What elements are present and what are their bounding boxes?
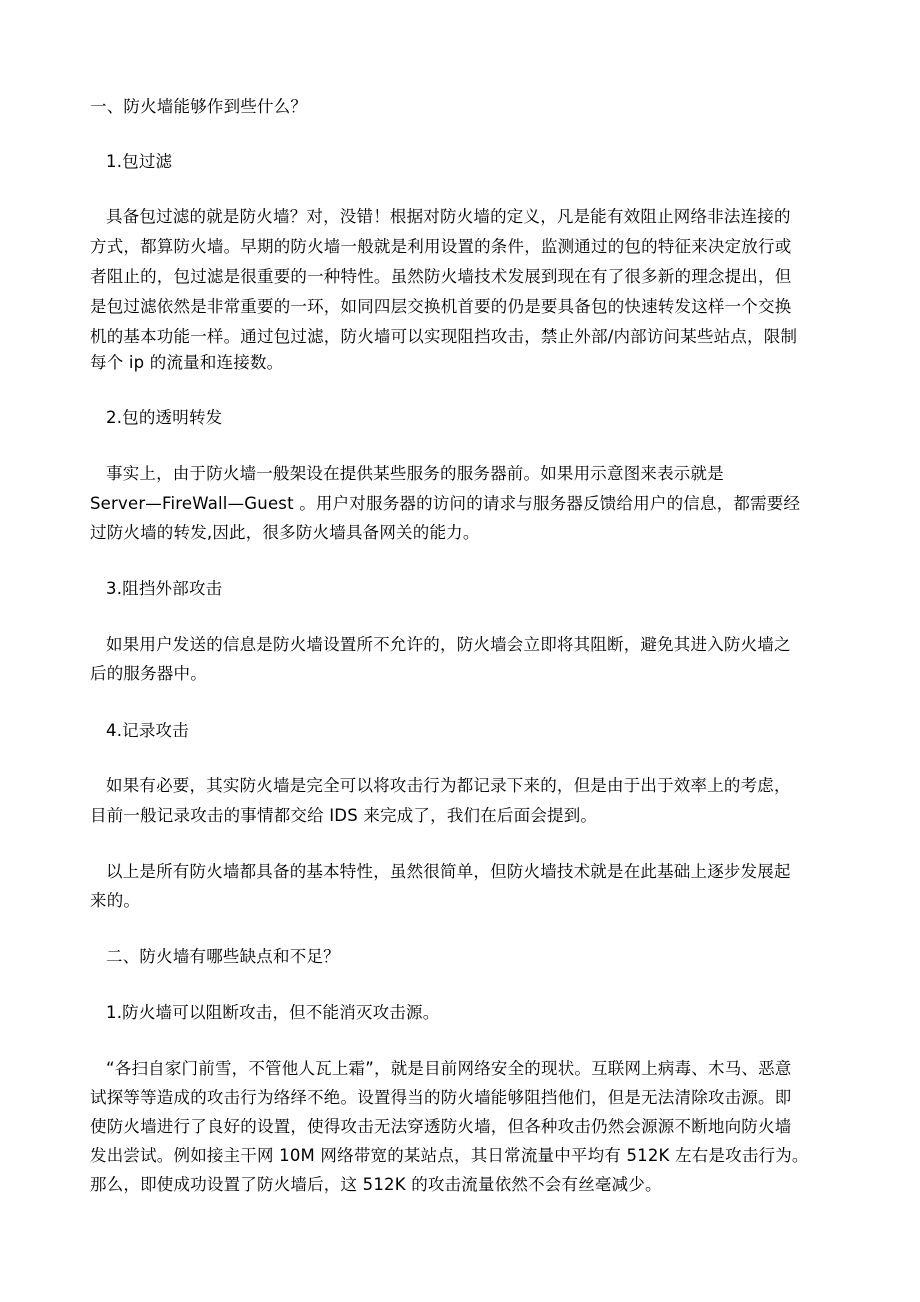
s1-item1-para-line: 者阻止的，包过滤是很重要的一种特性。虽然防火墙技术发展到现在有了很多新的理念提出，但 <box>90 267 792 286</box>
s1-item2-title: 2.包的透明转发 <box>106 408 223 427</box>
s1-summary-para-line: 以上是所有防火墙都具备的基本特性，虽然很简单，但防火墙技术就是在此基础上逐步发展起 <box>106 862 791 881</box>
s1-summary-para-line: 来的。 <box>90 891 141 910</box>
s1-item2-para-line: Server—FireWall—Guest 。用户对服务器的访问的请求与服务器反馈给用户的信息，都需要经 <box>90 494 801 513</box>
s1-item1-para-line: 每个 ip 的流量和连接数。 <box>90 353 284 372</box>
s2-item1-para-line: “各扫自家门前雪，不管他人瓦上霜”，就是目前网络安全的现状。互联网上病毒、木马、恶意 <box>106 1059 792 1078</box>
section2-heading: 二、防火墙有哪些缺点和不足？ <box>106 947 340 966</box>
s1-item3-title: 3.阻挡外部攻击 <box>106 579 223 598</box>
s1-item1-para-line: 方式，都算防火墙。早期的防火墙一般就是利用设置的条件，监测通过的包的特征来决定放行或 <box>90 237 792 256</box>
s1-item2-para-line: 过防火墙的转发,因此，很多防火墙具备网关的能力。 <box>90 523 480 542</box>
s1-item2-para-line: 事实上，由于防火墙一般架设在提供某些服务的服务器前。如果用示意图来表示就是 <box>106 464 724 483</box>
s1-item4-title: 4.记录攻击 <box>106 721 189 740</box>
s1-item1-para-line: 具备包过滤的就是防火墙？对，没错！根据对防火墙的定义，凡是能有效阻止网络非法连接的 <box>106 207 791 226</box>
s1-item1-title: 1.包过滤 <box>106 152 173 171</box>
s2-item1-para-line: 试探等等造成的攻击行为络绎不绝。设置得当的防火墙能够阻挡他们，但是无法清除攻击源。即 <box>90 1088 792 1107</box>
s1-item3-para-line: 如果用户发送的信息是防火墙设置所不允许的，防火墙会立即将其阻断，避免其进入防火墙之 <box>106 635 791 654</box>
s2-item1-para-line: 使防火墙进行了良好的设置，使得攻击无法穿透防火墙，但各种攻击仍然会源源不断地向防火墙 <box>90 1117 792 1136</box>
section1-heading: 一、防火墙能够作到些什么？ <box>90 97 308 116</box>
s1-item3-para-line: 后的服务器中。 <box>90 664 207 683</box>
s1-item1-para-line: 机的基本功能一样。通过包过滤，防火墙可以实现阻挡攻击，禁止外部/内部访问某些站点，限制 <box>90 327 798 346</box>
s1-item4-para-line: 如果有必要，其实防火墙是完全可以将攻击行为都记录下来的，但是由于出于效率上的考虑， <box>106 776 791 795</box>
s2-item1-para-line: 发出尝试。例如接主干网 10M 网络带宽的某站点，其日常流量中平均有 512K 左右是攻击行为。 <box>90 1146 809 1165</box>
s2-item1-title: 1.防火墙可以阻断攻击，但不能消灭攻击源。 <box>106 1003 440 1022</box>
s1-item1-para-line: 是包过滤依然是非常重要的一环，如同四层交换机首要的仍是要具备包的快速转发这样一个交换 <box>90 297 792 316</box>
s2-item1-para-line: 那么，即使成功设置了防火墙后，这 512K 的攻击流量依然不会有丝毫减少。 <box>90 1175 662 1194</box>
s1-item4-para-line: 目前一般记录攻击的事情都交给 IDS 来完成了，我们在后面会提到。 <box>90 806 598 825</box>
